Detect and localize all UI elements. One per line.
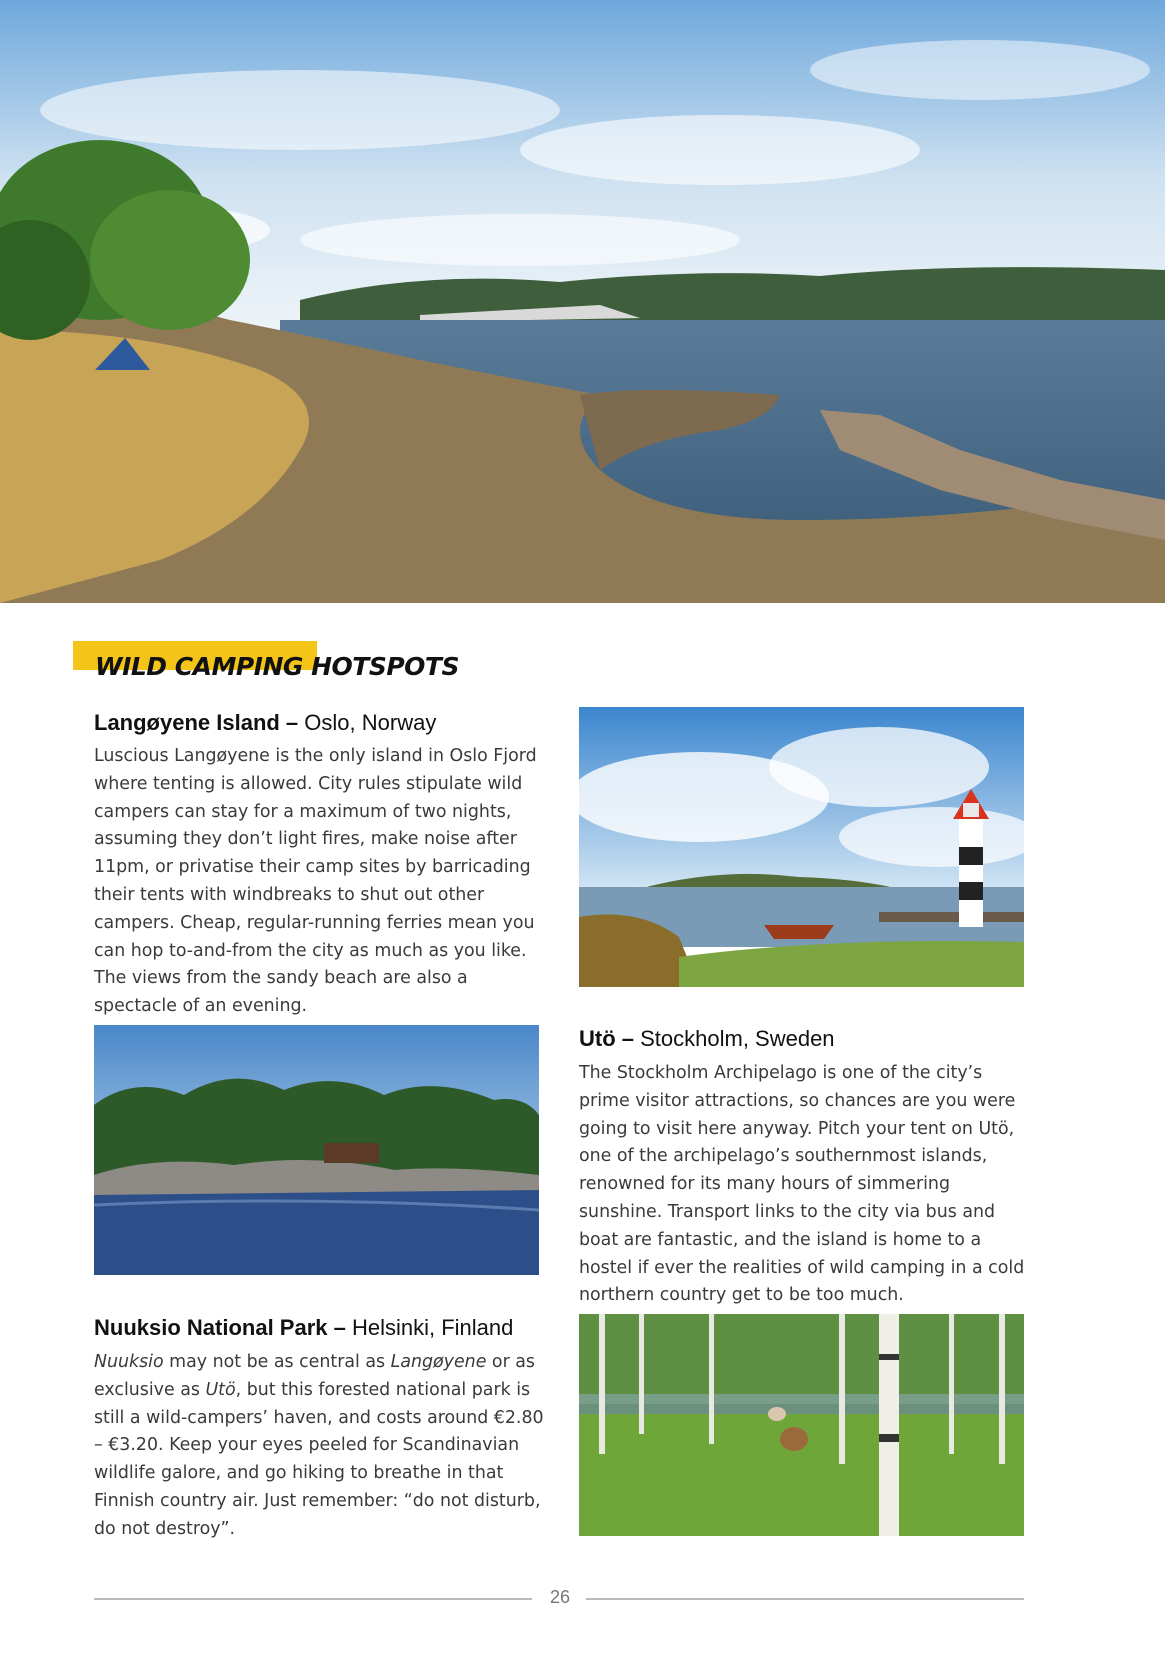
entry-place: Langøyene Island – [94, 710, 299, 735]
birch-forest-cows-photo [579, 1314, 1024, 1536]
entry-place: Utö – [579, 1026, 634, 1051]
body-fragment: Nuuksio [94, 1352, 164, 1372]
forest-illustration [579, 1314, 1024, 1536]
footer-rule-right [586, 1598, 1024, 1600]
entry-title-nuuksio [94, 1315, 513, 1341]
entry-location: Oslo, Norway [298, 710, 437, 735]
entry-title-langoyene [94, 710, 436, 736]
section-heading [95, 652, 459, 681]
forested-island-photo [94, 1025, 539, 1275]
fjord-coastline-illustration [0, 0, 1165, 603]
section-title: WILD CAMPING HOTSPOTS [95, 652, 459, 681]
entry-body-uto: The Stockholm Archipelago is one of the city’s prime visitor attractions, so chances are you were going to visit here anyway. Pitch your tent on Utö, one of the archipelago’s southernmost islands, renowned for its many hours of simmering sunshine. Transport links to the city via bus and boat are fantastic, and the island is home to a hostel if ever the realities of wild camping in a cold northern country get to be too much. [579, 1063, 1025, 1306]
body-fragment: or as exclusive as [94, 1352, 535, 1400]
entry-place: Nuuksio National Park – [94, 1315, 346, 1340]
footer-rule-left [94, 1598, 532, 1600]
hero-photo [0, 0, 1165, 603]
entry-body-langoyene: Luscious Langøyene is the only island in Oslo Fjord where tenting is allowed. City rules stipulate wild campers can stay for a maximum of two nights, assuming they don’t light fires, make noise after 11pm, or privatise their camp sites by barricading their tents with windbreaks to shut out other campers. Cheap, regular-running ferries mean you can hop to-and-from the city as much as you like. The views from the sandy beach are also a spectacle of an evening. [94, 746, 537, 1017]
entry-location: Helsinki, Finland [345, 1315, 514, 1340]
page-number: 26 [549, 1587, 571, 1607]
entry-body-nuuksio [94, 1349, 544, 1544]
island-illustration [94, 1025, 539, 1275]
entry-title-uto [579, 1026, 835, 1052]
entry-location: Stockholm, Sweden [634, 1026, 835, 1051]
body-fragment: Langøyene [390, 1352, 487, 1372]
lighthouse-photo [579, 707, 1024, 987]
body-fragment: Utö [205, 1379, 236, 1400]
body-fragment: , but this forested national park is still a wild-campers’ haven, and costs around €2.80 – €3.20. Keep your eyes peeled for Scandinavian wildlife galore, and go hiking to breathe in that Finnish country air. Just remember: “do not disturb, do not destroy”. [94, 1379, 544, 1539]
lighthouse-illustration [579, 707, 1024, 987]
body-fragment: may not be as central as [163, 1352, 391, 1372]
